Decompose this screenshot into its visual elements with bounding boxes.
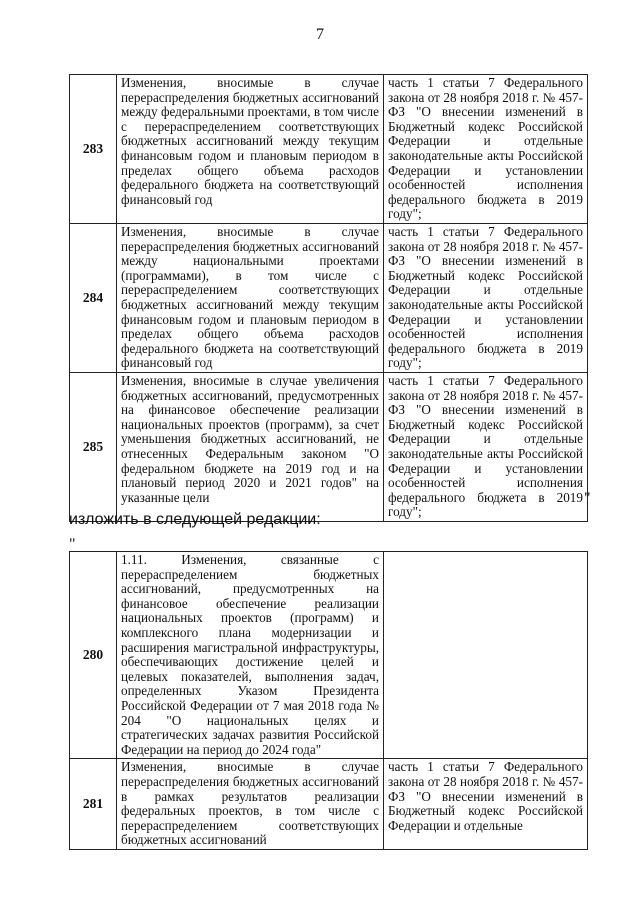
- legal-basis: часть 1 статьи 7 Федерального закона от 28 ноября 2018 г. № 457-ФЗ "О внесении изменений в Бюджетный кодекс Российской Федерации и отдельные законодательные акты Российской Федерации и установлении особенностей исполнения федерального бюджета в 2019 году";: [384, 223, 588, 372]
- change-description: Изменения, вносимые в случае перераспределения бюджетных ассигнований в рамках результатов реализации федеральных проектов, в том числе с перераспределением соответствующих бюджетных ассигнований: [117, 759, 384, 850]
- change-description: 1.11. Изменения, связанные с перераспределением бюджетных ассигнований, предусмотренных на финансовое обеспечение реализации национальных проектов (программ) и комплексного плана модернизации и расширения магистральной инфраструктуры, обеспечивающих достижение целей и целевых показателей, выполнения задач, определенных Указом Президента Российской Федерации от 7 мая 2018 года № 204 "О национальных целях и стратегических задачах развития Российской Федерации на период до 2024 года": [117, 552, 384, 759]
- change-description: Изменения, вносимые в случае перераспределения бюджетных ассигнований между национальными проектами (программами), в том числе с перераспределением соответствующих бюджетных ассигнований между текущим финансовым годом и плановым периодом в пределах общего объема расходов федерального бюджета на соответствующий финансовый год: [117, 223, 384, 372]
- table-row: [70, 75, 588, 224]
- instruction-text: изложить в следующей редакции:: [69, 511, 321, 528]
- legal-basis: [384, 552, 588, 759]
- legal-basis: часть 1 статьи 7 Федерального закона от 28 ноября 2018 г. № 457-ФЗ "О внесении изменений в Бюджетный кодекс Российской Федерации и отдельные законодательные акты Российской Федерации и установлении особенностей исполнения федерального бюджета в 2019 году";: [384, 372, 588, 521]
- table-row: [70, 372, 588, 521]
- page-number: 7: [316, 26, 324, 43]
- row-number: 284: [70, 223, 117, 372]
- row-number: 280: [70, 552, 117, 759]
- amendments-table-current: [69, 74, 588, 522]
- row-number: 281: [70, 759, 117, 850]
- amendments-table-new: [69, 551, 588, 850]
- table-row: [70, 759, 588, 850]
- opening-quote-mark: ": [69, 536, 76, 553]
- legal-basis: часть 1 статьи 7 Федерального закона от 28 ноября 2018 г. № 457-ФЗ "О внесении изменений в Бюджетный кодекс Российской Федерации и отдельные законодательные акты Российской Федерации и установлении особенностей исполнения федерального бюджета в 2019 году";: [384, 75, 588, 224]
- table-row: [70, 552, 588, 759]
- closing-quote-mark: ": [584, 490, 591, 507]
- legal-basis: часть 1 статьи 7 Федерального закона от 28 ноября 2018 г. № 457-ФЗ "О внесении изменений в Бюджетный кодекс Российской Федерации и отдельные: [384, 759, 588, 850]
- change-description: Изменения, вносимые в случае перераспределения бюджетных ассигнований между федеральными проектами, в том числе с перераспределением соответствующих бюджетных ассигнований между текущим финансовым годом и плановым периодом в пределах общего объема расходов федерального бюджета на соответствующий финансовый год: [117, 75, 384, 224]
- table-row: [70, 223, 588, 372]
- row-number: 285: [70, 372, 117, 521]
- row-number: 283: [70, 75, 117, 224]
- change-description: Изменения, вносимые в случае увеличения бюджетных ассигнований, предусмотренных на финансовое обеспечение реализации национальных проектов (программ), за счет уменьшения бюджетных ассигнований, не отнесенных Федеральным законом "О федеральном бюджете на 2019 год и на плановый период 2020 и 2021 годов" на указанные цели: [117, 372, 384, 521]
